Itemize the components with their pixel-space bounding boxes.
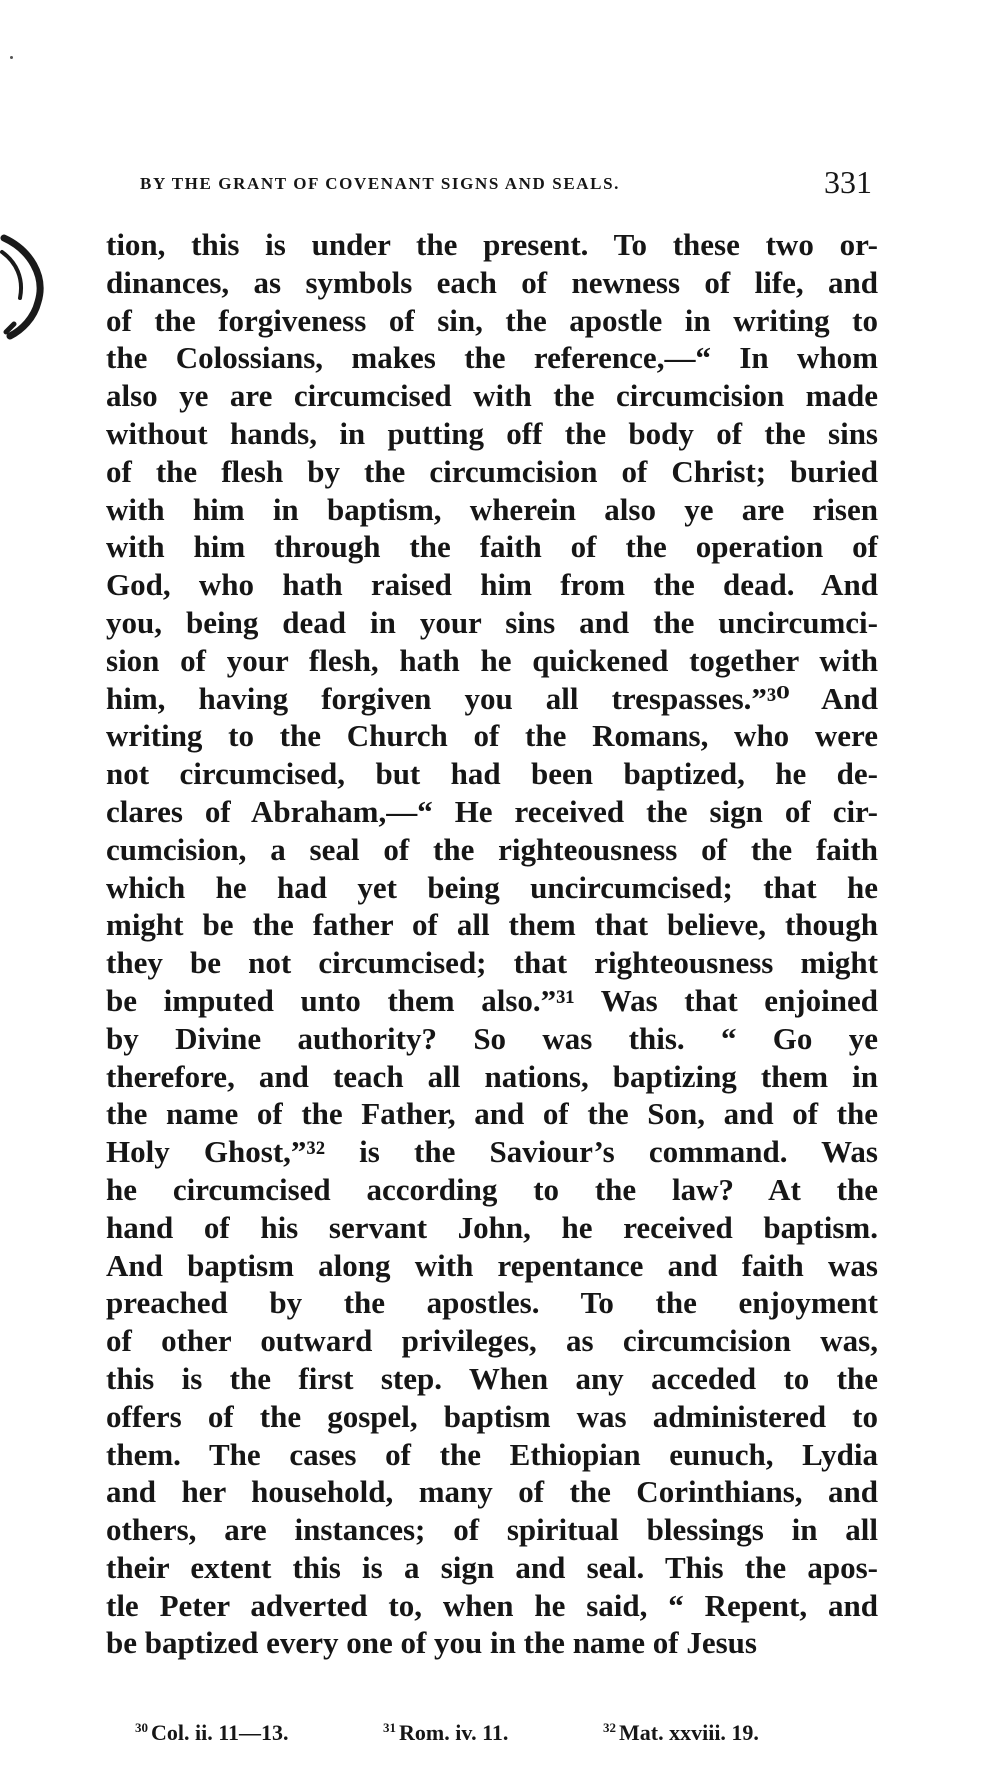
text-line: you, being dead in your sins and the uncircumci- bbox=[106, 604, 878, 640]
binding-shadow-mark bbox=[0, 232, 52, 342]
text-line: Holy Ghost,”³² is the Saviour’s command. Was bbox=[106, 1134, 878, 1170]
page-number: 331 bbox=[824, 164, 872, 200]
text-line: the name of the Father, and of the Son, and of the bbox=[106, 1096, 878, 1132]
text-line: be baptized every one of you in the name of Jesus bbox=[106, 1625, 757, 1661]
text-line: therefore, and teach all nations, baptizing them in bbox=[106, 1058, 878, 1094]
text-line: of the forgiveness of sin, the apostle in writing to bbox=[106, 302, 878, 338]
footnote bbox=[603, 1720, 759, 1746]
running-head bbox=[140, 164, 880, 204]
footnote-marker: 30 bbox=[135, 1720, 148, 1735]
text-line: him, having forgiven you all trespasses.”³⁰ And bbox=[106, 680, 878, 716]
running-title: BY THE GRANT OF COVENANT SIGNS AND SEALS. bbox=[140, 174, 620, 193]
text-line: be imputed unto them also.”³¹ Was that enjoined bbox=[106, 982, 878, 1018]
footnotes bbox=[135, 1720, 855, 1756]
paper-speck bbox=[10, 56, 13, 59]
text-line: God, who hath raised him from the dead. And bbox=[106, 567, 878, 603]
text-line: with him through the faith of the operation of bbox=[106, 529, 878, 565]
text-line: with him in baptism, wherein also ye are risen bbox=[106, 491, 878, 527]
text-line: without hands, in putting off the body of the sins bbox=[106, 415, 878, 451]
text-line: their extent this is a sign and seal. This the apos- bbox=[106, 1549, 878, 1585]
footnote-marker: 31 bbox=[383, 1720, 396, 1735]
footnote-marker: 32 bbox=[603, 1720, 616, 1735]
text-line: by Divine authority? So was this. “ Go ye bbox=[106, 1020, 878, 1056]
text-line: writing to the Church of the Romans, who were bbox=[106, 718, 878, 754]
footnote-text: Col. ii. 11—13. bbox=[151, 1720, 289, 1745]
text-line: tion, this is under the present. To these two or- bbox=[106, 227, 878, 262]
text-line: them. The cases of the Ethiopian eunuch, Lydia bbox=[106, 1436, 878, 1472]
text-line: might be the father of all them that believe, though bbox=[106, 907, 878, 943]
text-line: offers of the gospel, baptism was administered to bbox=[106, 1398, 878, 1434]
text-line: the Colossians, makes the reference,—“ In whom bbox=[106, 340, 878, 376]
footnote-text: Mat. xxviii. 19. bbox=[619, 1720, 759, 1745]
text-line: And baptism along with repentance and faith was bbox=[106, 1247, 878, 1283]
text-line: and her household, many of the Corinthians, and bbox=[106, 1474, 878, 1510]
text-line: clares of Abraham,—“ He received the sign of cir- bbox=[106, 793, 878, 829]
text-line: preached by the apostles. To the enjoyment bbox=[106, 1285, 878, 1321]
footnote bbox=[135, 1720, 289, 1746]
text-line: they be not circumcised; that righteousness might bbox=[106, 945, 878, 981]
text-line: sion of your flesh, hath he quickened together with bbox=[106, 642, 878, 678]
text-line: of the flesh by the circumcision of Christ; buried bbox=[106, 453, 878, 489]
text-line: others, are instances; of spiritual blessings in all bbox=[106, 1512, 878, 1548]
text-line: tle Peter adverted to, when he said, “ Repent, and bbox=[106, 1587, 878, 1623]
text-line: also ye are circumcised with the circumcision made bbox=[106, 378, 878, 414]
text-line: which he had yet being uncircumcised; that he bbox=[106, 869, 878, 905]
text-line: hand of his servant John, he received baptism. bbox=[106, 1209, 878, 1245]
text-line: he circumcised according to the law? At the bbox=[106, 1171, 878, 1207]
footnote-text: Rom. iv. 11. bbox=[399, 1720, 509, 1745]
body-text bbox=[106, 226, 878, 1662]
footnote bbox=[383, 1720, 508, 1746]
text-line: cumcision, a seal of the righteousness of the faith bbox=[106, 831, 878, 867]
text-line: not circumcised, but had been baptized, he de- bbox=[106, 756, 878, 792]
text-line: of other outward privileges, as circumcision was, bbox=[106, 1323, 878, 1359]
text-line: dinances, as symbols each of newness of life, and bbox=[106, 264, 878, 300]
text-line: this is the first step. When any acceded to the bbox=[106, 1360, 878, 1396]
